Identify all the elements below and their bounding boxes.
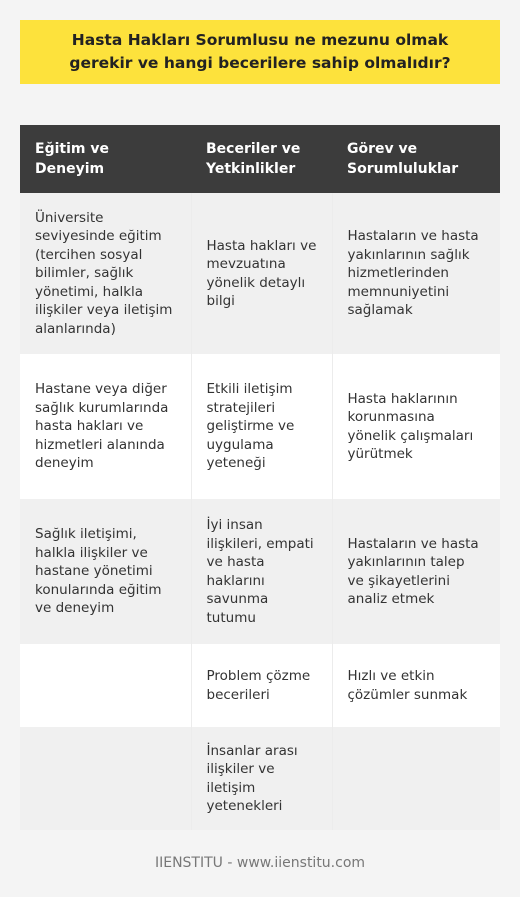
table-row: [20, 193, 500, 354]
table-row: [20, 354, 500, 499]
table-cell: [20, 727, 191, 830]
table-cell: Etkili iletişim stratejileri geliştirme ve uygulama yeteneği: [191, 354, 332, 499]
header-education: Eğitim ve Deneyim: [20, 125, 191, 193]
table-cell: İnsanlar arası ilişkiler ve iletişim yetenekleri: [191, 727, 332, 830]
table-cell: [332, 727, 500, 830]
header-skills: Beceriler ve Yetkinlikler: [191, 125, 332, 193]
table-cell: Hızlı ve etkin çözümler sunmak: [332, 644, 500, 727]
table-cell: Hasta haklarının korunmasına yönelik çalışmaları yürütmek: [332, 354, 500, 499]
table-row: [20, 499, 500, 644]
table-row: [20, 644, 500, 727]
table-cell: İyi insan ilişkileri, empati ve hasta haklarını savunma tutumu: [191, 499, 332, 644]
footer-credit: IIENSTITU - www.iienstitu.com: [154, 855, 366, 871]
page-title: Hasta Hakları Sorumlusu ne mezunu olmak gerekir ve hangi becerilere sahip olmalıdır?: [69, 31, 451, 72]
table-cell: Hasta hakları ve mevzuatına yönelik detaylı bilgi: [191, 193, 332, 354]
table-cell: Hastaların ve hasta yakınlarının sağlık hizmetlerinden memnuniyetini sağlamak: [332, 193, 500, 354]
info-table: [20, 125, 500, 830]
table-header-row: [20, 125, 500, 193]
table-row: [20, 727, 500, 830]
table-cell: [20, 644, 191, 727]
table-cell: Hastaların ve hasta yakınlarının talep ve şikayetlerini analiz etmek: [332, 499, 500, 644]
header-duties: Görev ve Sorumluluklar: [332, 125, 500, 193]
table-cell: Üniversite seviyesinde eğitim (tercihen sosyal bilimler, sağlık yönetimi, halkla ilişkiler veya iletişim alanlarında): [20, 193, 191, 354]
table-cell: Problem çözme becerileri: [191, 644, 332, 727]
title-banner: [20, 20, 500, 84]
table-cell: Sağlık iletişimi, halkla ilişkiler ve hastane yönetimi konularında eğitim ve deneyim: [20, 499, 191, 644]
table-cell: Hastane veya diğer sağlık kurumlarında hasta hakları ve hizmetleri alanında deneyim: [20, 354, 191, 499]
